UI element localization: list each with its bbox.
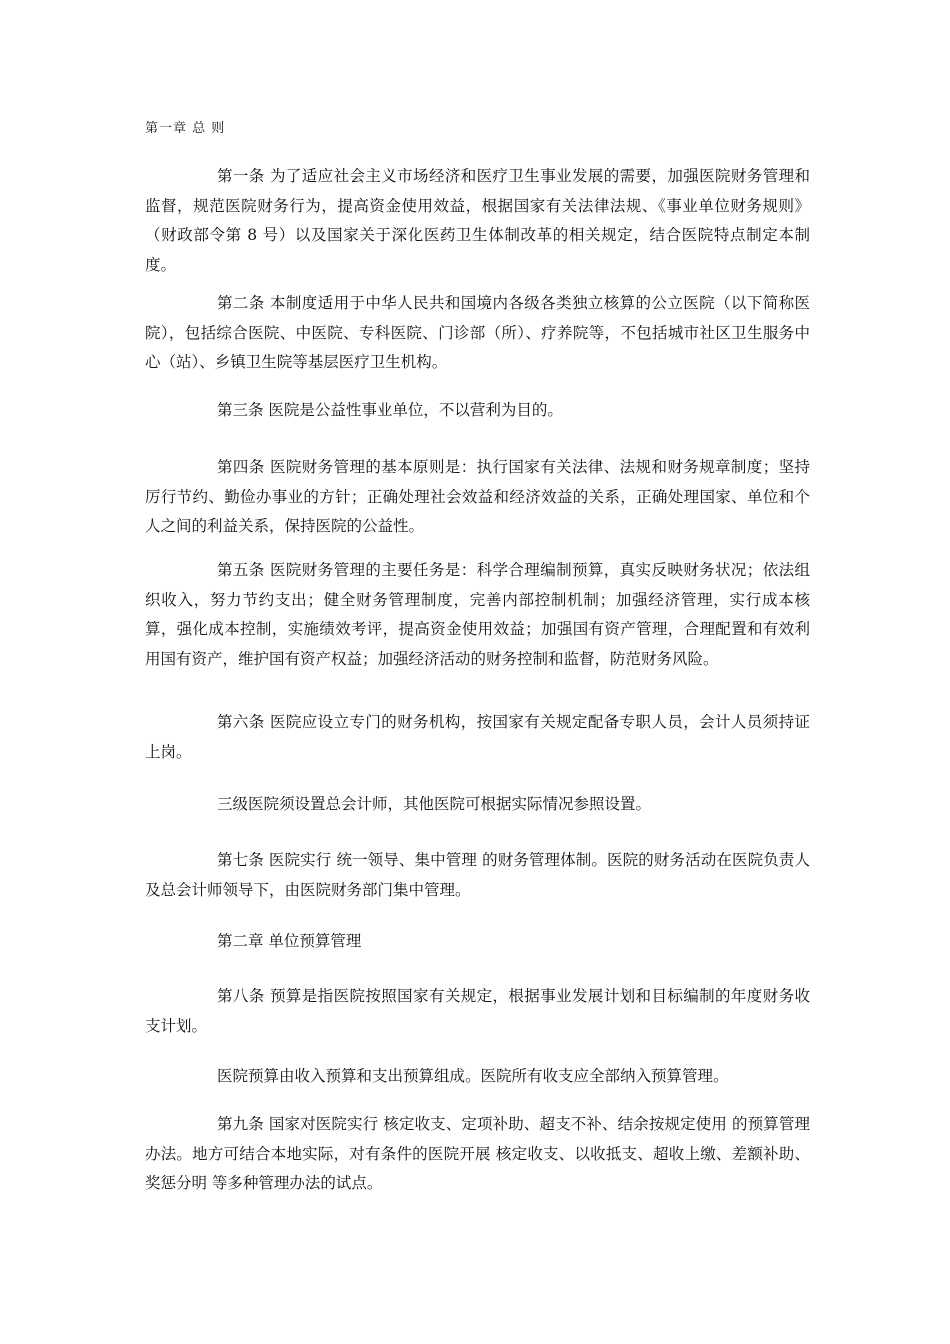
chapter-1-title: 第一章 总 则 xyxy=(145,121,226,136)
article-5: 第五条 医院财务管理的主要任务是：科学合理编制预算，真实反映财务状况；依法组织收入，努力节约支出；健全财务管理制度，完善内部控制机制；加强经济管理，实行成本核算，强化成本控制，实施绩效考评，提高资金使用效益；加强国有资产管理，合理配置和有效利用国有资产，维护国有资产权益；加强经济活动的财务控制和监督，防范财务风险。 xyxy=(145,561,810,668)
article-9: 第九条 国家对医院实行 核定收支、定项补助、超支不补、结余按规定使用 的预算管理办法。地方可结合本地实际，对有条件的医院开展 核定收支、以收抵支、超收上缴、差额补助、奖惩分明 等多种管理办法的试点。 xyxy=(145,1115,810,1192)
article-8-note: 医院预算由收入预算和支出预算组成。医院所有收支应全部纳入预算管理。 xyxy=(217,1067,729,1085)
article-4: 第四条 医院财务管理的基本原则是：执行国家有关法律、法规和财务规章制度；坚持厉行节约、勤俭办事业的方针；正确处理社会效益和经济效益的关系，正确处理国家、单位和个人之间的利益关系，保持医院的公益性。 xyxy=(145,458,810,535)
article-1: 第一条 为了适应社会主义市场经济和医疗卫生事业发展的需要，加强医院财务管理和监督，规范医院财务行为，提高资金使用效益，根据国家有关法律法规、《事业单位财务规则》（财政部令第 8 号）以及国家关于深化医药卫生体制改革的相关规定，结合医院特点制定本制度。 xyxy=(145,167,810,274)
article-8: 第八条 预算是指医院按照国家有关规定，根据事业发展计划和目标编制的年度财务收支计划。 xyxy=(145,987,810,1035)
article-7: 第七条 医院实行 统一领导、集中管理 的财务管理体制。医院的财务活动在医院负责人及总会计师领导下，由医院财务部门集中管理。 xyxy=(145,851,810,899)
article-6-note: 三级医院须设置总会计师，其他医院可根据实际情况参照设置。 xyxy=(217,795,652,813)
article-6: 第六条 医院应设立专门的财务机构，按国家有关规定配备专职人员，会计人员须持证上岗。 xyxy=(145,713,810,761)
article-2: 第二条 本制度适用于中华人民共和国境内各级各类独立核算的公立医院（以下简称医院），包括综合医院、中医院、专科医院、门诊部（所）、疗养院等，不包括城市社区卫生服务中心（站）、乡镇卫生院等基层医疗卫生机构。 xyxy=(145,294,810,371)
chapter-2-title: 第二章 单位预算管理 xyxy=(217,932,362,950)
article-3: 第三条 医院是公益性事业单位，不以营利为目的。 xyxy=(217,401,563,419)
